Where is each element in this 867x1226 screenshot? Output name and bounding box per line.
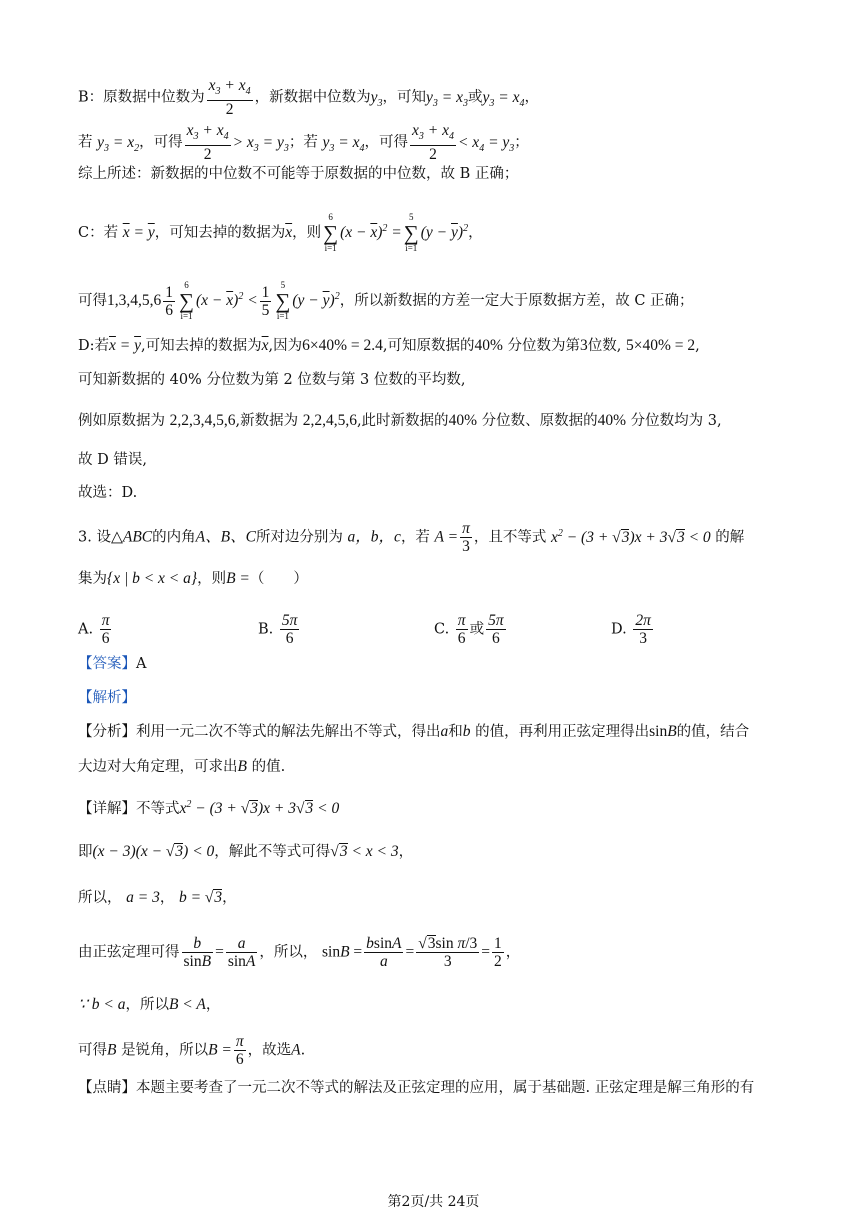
fraction-case1: $\frac{x_3 + x_4}{2}$: [186, 122, 229, 164]
fraction-case2: $\frac{x_3 + x_4}{2}$: [411, 122, 454, 164]
line-c-intro: C：若 $\overline{x} = \overline{y}$，可知去掉的数据为$\overline{x}$，则 6 ∑ i=1 $(x - \overline{x})^2$ = 5 ∑ i=1 $(y - \overline{y})^2$，: [78, 212, 483, 253]
sum-sign-5: 5 ∑ i=1: [403, 212, 419, 253]
answer-tag: 【答案】: [78, 656, 136, 672]
line-d-intro: D:若$\overline{x} = \overline{y}$,可知去掉的数据为$\overline{x}$,因为6×40% = 2.4,可知原数据的40% 分位数为第3位数, 5×40% = 2,: [78, 337, 700, 354]
options-row: [78, 612, 807, 652]
answer-line: 【答案】A: [78, 656, 147, 672]
fraction-1-5: $\frac{1}{5}$: [261, 283, 270, 319]
option-c[interactable]: C. $\frac{\pi}{6}$ 或 $\frac{5\pi}{6}$: [434, 612, 504, 647]
question-3-line1: 3. 设△ABC的内角A、B、C所对边分别为 a，b，c，若 A = $\frac{\pi}{3}$ ，且不等式 $x^2 - (3 + √3)x + 3√3 < 0$ 的解: [78, 520, 745, 555]
page-footer: 第2页/共 24页: [387, 1194, 480, 1210]
fenxi-line2: 大边对大角定理，可求出B 的值.: [78, 758, 286, 775]
sine-rule-line: 由正弦定理可得 $\frac{b}{\sin B}$ = $\frac{a}{\sin A}$ ，所以， sinB = $\frac{bsinA}{a}$ = $\frac{\text{√3sin π/3}}{3}$ = $\frac{1}{2}$ ，: [78, 935, 521, 970]
xiangjie-line: 【详解】不等式$x^2 - (3 + √3)x + 3√3 < 0$: [78, 799, 340, 818]
option-b[interactable]: B. $\frac{5\pi}{6}$: [258, 612, 298, 647]
fenxi-line1: 【分析】利用一元二次不等式的解法先解出不等式，得出a和b 的值，再利用正弦定理得出sinB的值，结合: [78, 723, 750, 740]
sum-sign-5b: 5 ∑ i=1: [275, 280, 291, 321]
solve-line: 即(x − 3)(x − √3) < 0，解此不等式可得√3 < x < 3，: [78, 843, 414, 860]
line-b-intro: B：原数据中位数为 $\frac{x_3 + x_4}{2}$ ，新数据中位数为$y_3$，可知$y_3 = x_3$或$y_3 = x_4$，: [78, 77, 539, 119]
sum-sign-6b: 6 ∑ i=1: [179, 280, 194, 321]
compare-line: ∵ b < a，所以B < A，: [78, 996, 221, 1013]
analysis-tag: 【解析】: [78, 690, 136, 706]
line-d-example: 例如原数据为 2,2,3,4,5,6,新数据为 2,2,4,5,6,此时新数据的40% 分位数、原数据的40% 分位数均为 3,: [78, 412, 722, 429]
line-d-new-percentile: 可知新数据的 40% 分位数为第 2 位数与第 3 位数的平均数,: [78, 372, 466, 388]
line-b-cases: 若 $y_3 = x_2$，可得 $\frac{x_3 + x_4}{2}$ > $x_3 = y_3$；若 $y_3 = x_4$，可得 $\frac{x_3 + x_4}{2}$ < $x_4 = y_3$；: [78, 122, 529, 164]
sum-sign-6: 6 ∑ i=1: [323, 212, 339, 253]
fraction-x3-x4-over-2: $\frac{x_3 + x_4}{2}$: [208, 77, 251, 119]
acute-line: 可得B 是锐角，所以B = $\frac{\pi}{6}$ ，故选A.: [78, 1033, 306, 1068]
fraction-pi-3: $\frac{\pi}{3}$: [462, 520, 470, 555]
line-d-wrong: 故 D 错误,: [78, 452, 147, 468]
question-3-line2: 集为{x | b < x < a}，则B =（ ）: [78, 570, 308, 587]
dianjing-line: 【点睛】本题主要考查了一元二次不等式的解法及正弦定理的应用，属于基础题. 正弦定理是解三角形的有: [78, 1080, 755, 1096]
option-d[interactable]: D. $\frac{2\pi}{3}$: [611, 612, 651, 647]
values-line: 所以， a = 3， b = √3，: [78, 889, 237, 906]
line-choose-d: 故选：D.: [78, 485, 138, 501]
line-b-summary: 综上所述：新数据的中位数不可能等于原数据的中位数，故 B 正确；: [78, 166, 519, 182]
line-c-variance: 可得1,3,4,5,6 $\frac{1}{6}$ 6 ∑ i=1 $(x - \overline{x})^2$ < $\frac{1}{5}$ 5 ∑ i=1 $(y - \overline{y})^2$，所以新数据的方差一定大于原数据方差，故 C 正确；: [78, 280, 694, 321]
option-a[interactable]: A. $\frac{\pi}{6}$: [78, 612, 110, 647]
fraction-1-6: $\frac{1}{6}$: [165, 283, 173, 319]
